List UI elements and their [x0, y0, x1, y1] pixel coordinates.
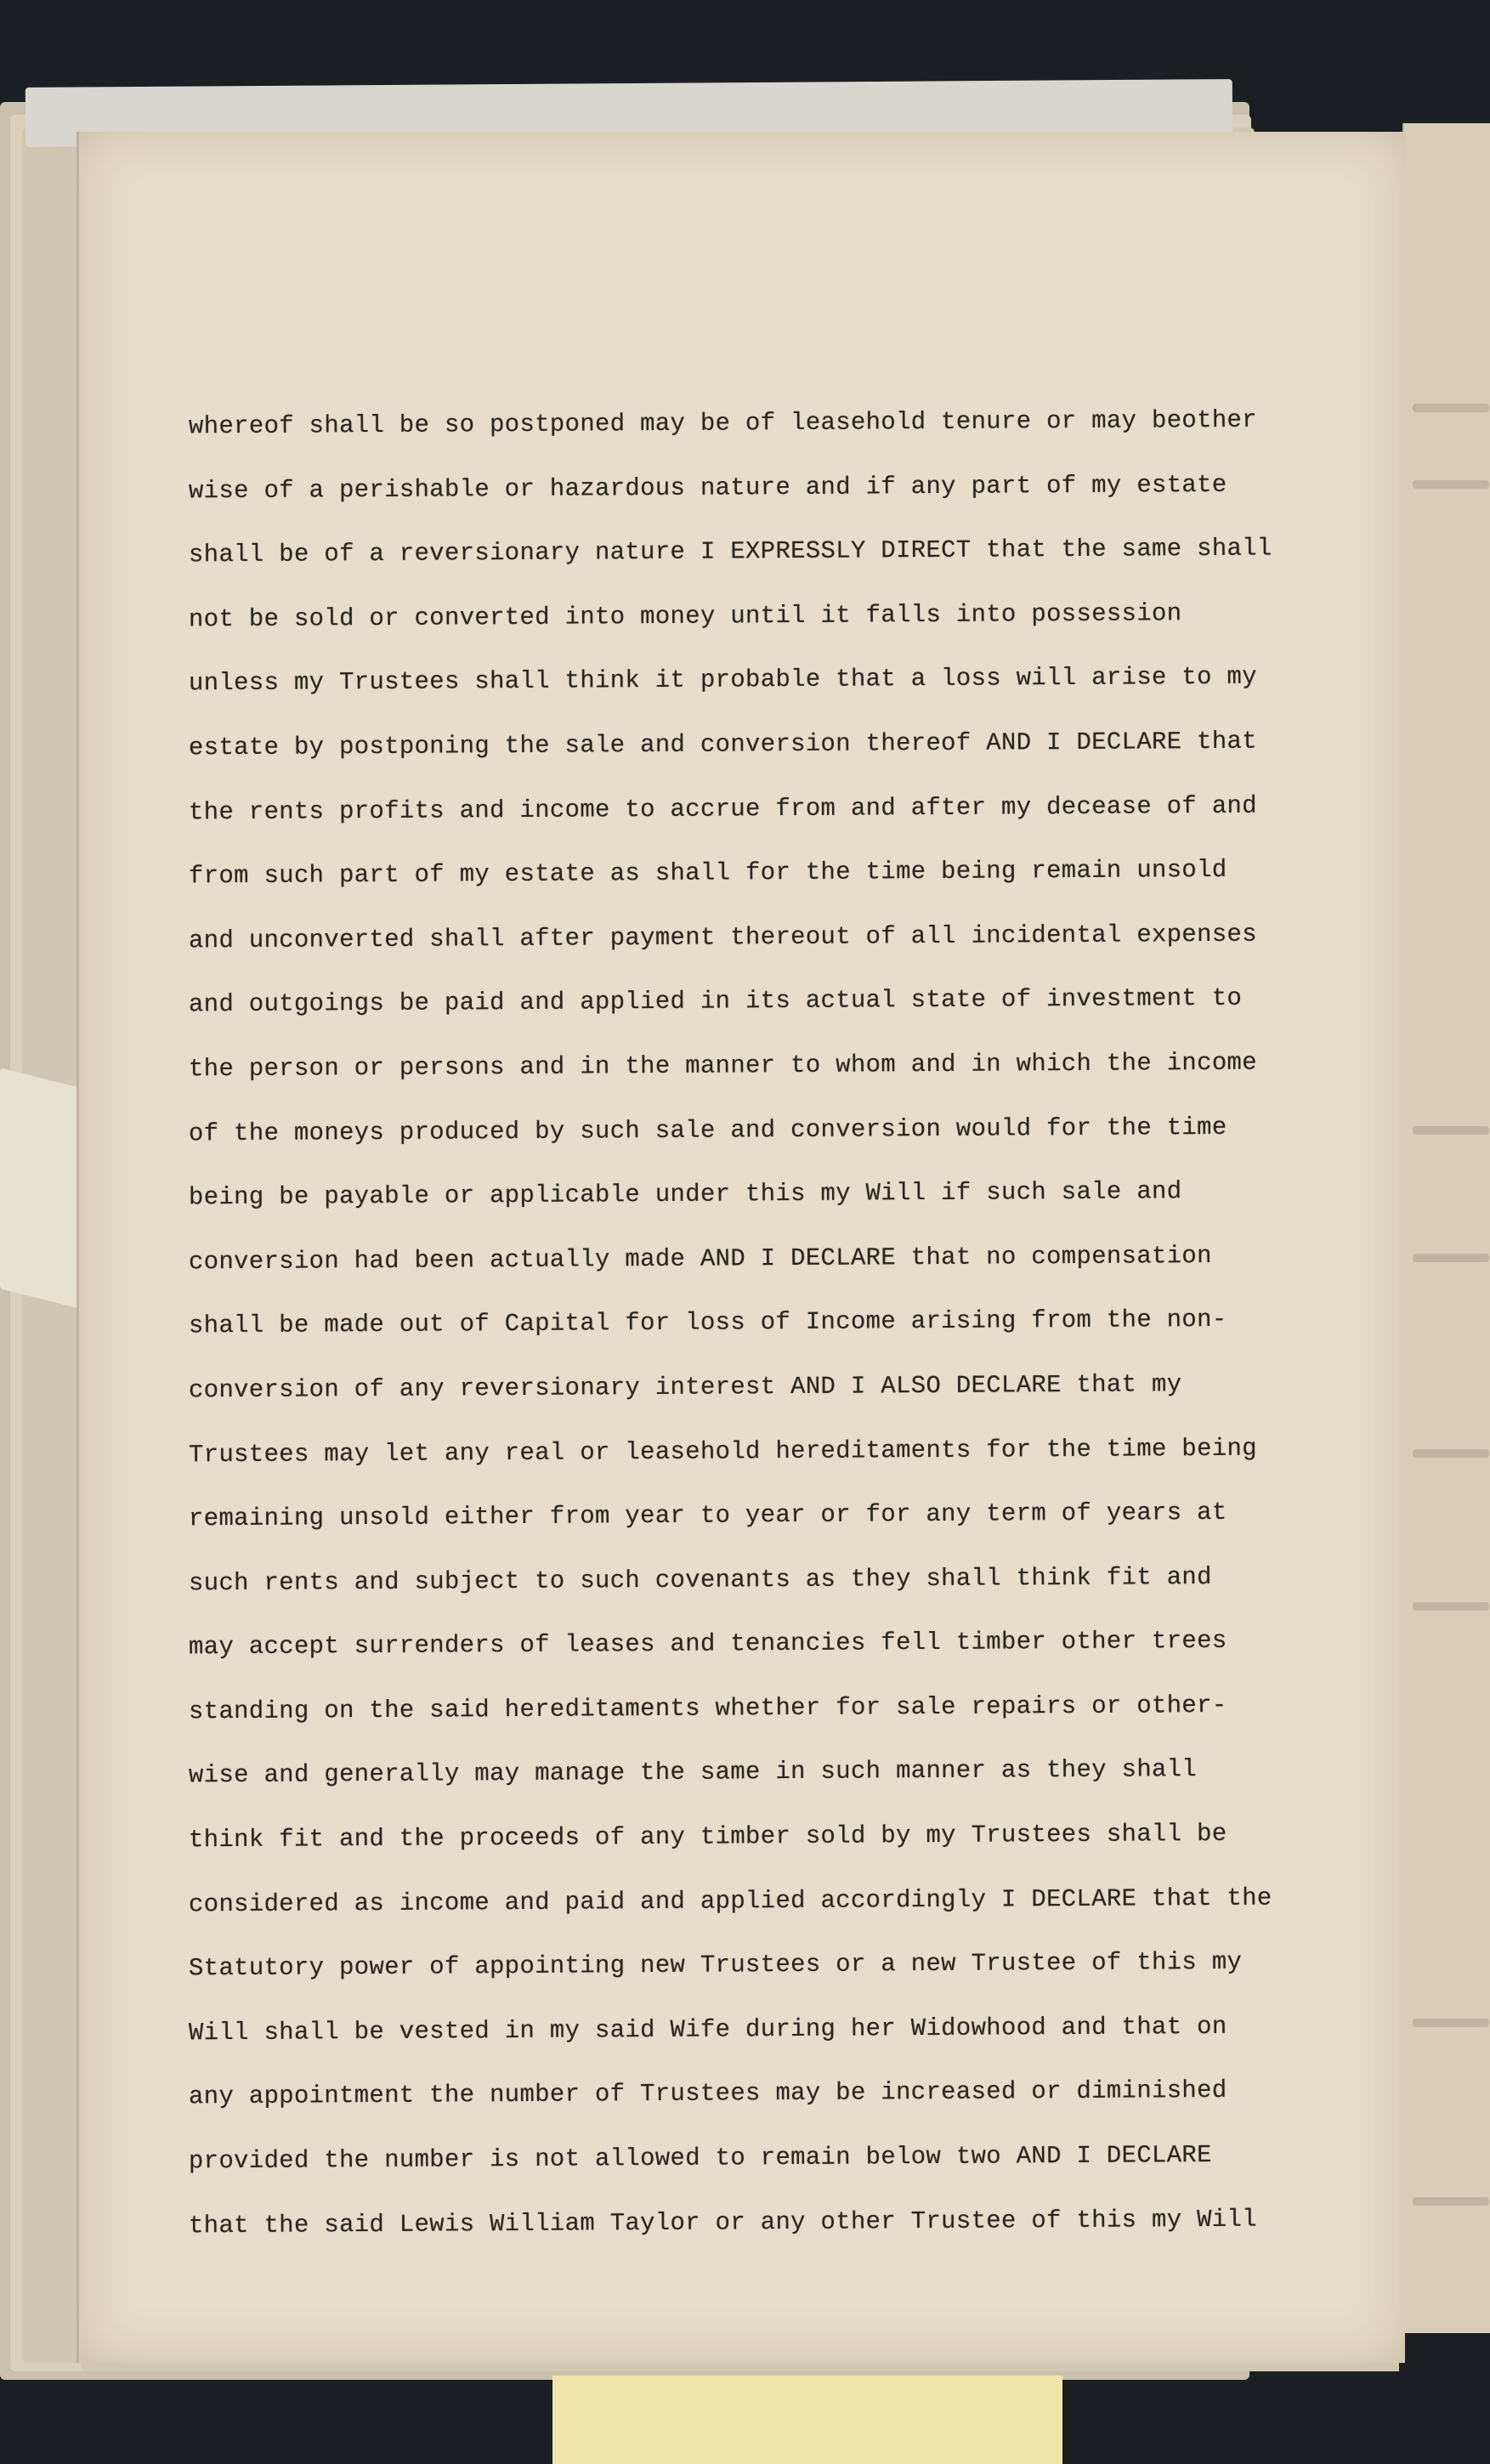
text-line: being be payable or applicable under this my Will if such sale and — [188, 1177, 1182, 1212]
text-line: think fit and the proceeds of any timber sold by my Trustees shall be — [188, 1819, 1227, 1855]
text-line: conversion had been actually made AND I DECLARE that no compensation — [188, 1241, 1212, 1277]
text-line: any appointment the number of Trustees may be increased or diminished — [188, 2076, 1227, 2111]
text-line: unless my Trustees shall think it probable that a loss will arise to my — [188, 663, 1257, 698]
bleed-through-mark — [1413, 1126, 1489, 1135]
text-line: Will shall be vested in my said Wife during her Widowhood and that on — [188, 2012, 1227, 2048]
bleed-through-mark — [1413, 1602, 1489, 1611]
text-line: the rents profits and income to accrue from and after my decease of and — [188, 791, 1257, 826]
adjacent-page-edge — [1402, 123, 1490, 2333]
bleed-through-mark — [1413, 480, 1489, 489]
text-line: provided the number is not allowed to remain below two AND I DECLARE — [188, 2141, 1212, 2176]
text-line: Trustees may let any real or leasehold hereditaments for the time being — [188, 1434, 1257, 1469]
text-line: estate by postponing the sale and conversion thereof AND I DECLARE that — [188, 727, 1257, 762]
text-line: conversion of any reversionary interest AND I ALSO DECLARE that my — [188, 1370, 1182, 1405]
text-line: such rents and subject to such covenants as they shall think fit and — [188, 1562, 1212, 1598]
bottom-paper-slip — [552, 2376, 1062, 2464]
text-line: Statutory power of appointing new Trustees or a new Trustee of this my — [188, 1948, 1243, 1983]
bleed-through-mark — [1413, 2019, 1489, 2027]
text-line: considered as income and paid and applied accordingly I DECLARE that the — [188, 1883, 1272, 1919]
text-line: standing on the said hereditaments whether for sale repairs or other- — [188, 1691, 1227, 1726]
text-line: remaining unsold either from year to year or for any term of years at — [188, 1498, 1227, 1533]
bleed-through-mark — [1413, 2197, 1489, 2206]
text-line: shall be of a reversionary nature I EXPRESSLY DIRECT that the same shall — [188, 534, 1272, 569]
bleed-through-mark — [1413, 1254, 1489, 1262]
text-line: shall be made out of Capital for loss of Income arising from the non- — [188, 1306, 1227, 1340]
text-line: wise of a perishable or hazardous nature and if any part of my estate — [188, 470, 1227, 505]
text-line: the person or persons and in the manner to whom and in which the income — [188, 1048, 1257, 1084]
typed-text-block — [189, 391, 1404, 2254]
text-line: and unconverted shall after payment thereout of all incidental expenses — [188, 920, 1257, 955]
text-line: from such part of my estate as shall for the time being remain unsold — [188, 856, 1227, 891]
text-line: of the moneys produced by such sale and conversion would for the time — [188, 1113, 1227, 1147]
bleed-through-mark — [1413, 404, 1489, 412]
text-line: and outgoings be paid and applied in its actual state of investment to — [188, 984, 1243, 1019]
bleed-through-mark — [1413, 1449, 1489, 1458]
text-line: that the said Lewis William Taylor or any other Trustee of this my Will — [188, 2205, 1257, 2240]
text-line: whereof shall be so postponed may be of leasehold tenure or may beother — [188, 405, 1257, 441]
text-line: wise and generally may manage the same in such manner as they shall — [188, 1755, 1198, 1790]
text-line: not be sold or converted into money until it falls into possession — [188, 599, 1182, 634]
text-line: may accept surrenders of leases and tenancies fell timber other trees — [188, 1627, 1227, 1662]
